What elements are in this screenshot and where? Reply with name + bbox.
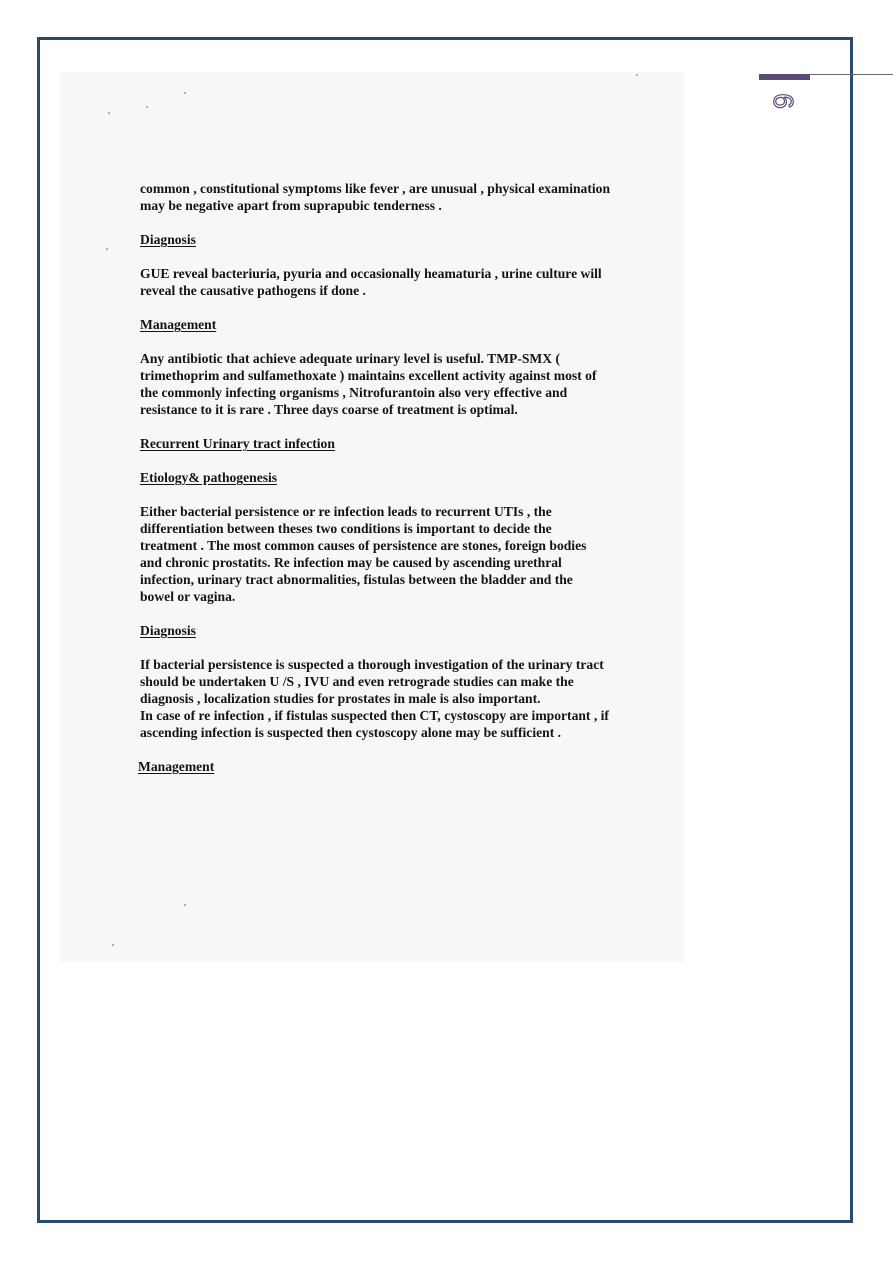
section-heading-diagnosis: Diagnosis [140, 232, 196, 247]
header-accent-bar [759, 74, 810, 80]
scan-speck [636, 74, 638, 76]
document-body [140, 180, 610, 792]
section-heading-recurrent-uti: Recurrent Urinary tract infection [140, 436, 335, 451]
scan-speck [146, 106, 148, 108]
paragraph: Either bacterial persistence or re infection leads to recurrent UTIs , the differentiation between theses two conditions is important to decide the treatment . The most common causes of persistence are stones, foreign bodies and chronic prostatits. Re infection may be caused by ascending urethral infection, urinary tract abnormalities, fistulas between the bladder and the bowel or vagina. [140, 504, 587, 604]
scan-speck [112, 944, 114, 946]
paragraph: common , constitutional symptoms like fever , are unusual , physical examination may be negative apart from suprapubic tenderness . [140, 181, 611, 213]
paragraph: If bacterial persistence is suspected a thorough investigation of the urinary tract should be undertaken U /S , IVU and even retrograde studies can make the diagnosis , localization studies for prostates in male is also important. [140, 657, 604, 706]
paragraph: In case of re infection , if fistulas suspected then CT, cystoscopy are important , if ascending infection is suspected then cystoscopy alone may be sufficient . [140, 708, 609, 740]
page-number: 6 [768, 93, 799, 109]
paragraph: Any antibiotic that achieve adequate urinary level is useful. TMP-SMX ( trimethoprim and sulfamethoxate ) maintains excellent activity against most of the commonly infecting organisms , Nitrofurantoin also very effective and resistance to it is rare . Three days coarse of treatment is optimal. [140, 351, 597, 417]
scan-speck [106, 248, 108, 250]
section-heading-management: Management [140, 317, 217, 332]
scan-speck [108, 112, 110, 114]
scan-speck [184, 92, 186, 94]
section-heading-management: Management [138, 759, 215, 774]
paragraph: GUE reveal bacteriuria, pyuria and occasionally heamaturia , urine culture will reveal the causative pathogens if done . [140, 266, 602, 298]
scan-speck [184, 904, 186, 906]
section-heading-etiology: Etiology& pathogenesis [140, 470, 278, 485]
section-heading-diagnosis: Diagnosis [140, 623, 196, 638]
